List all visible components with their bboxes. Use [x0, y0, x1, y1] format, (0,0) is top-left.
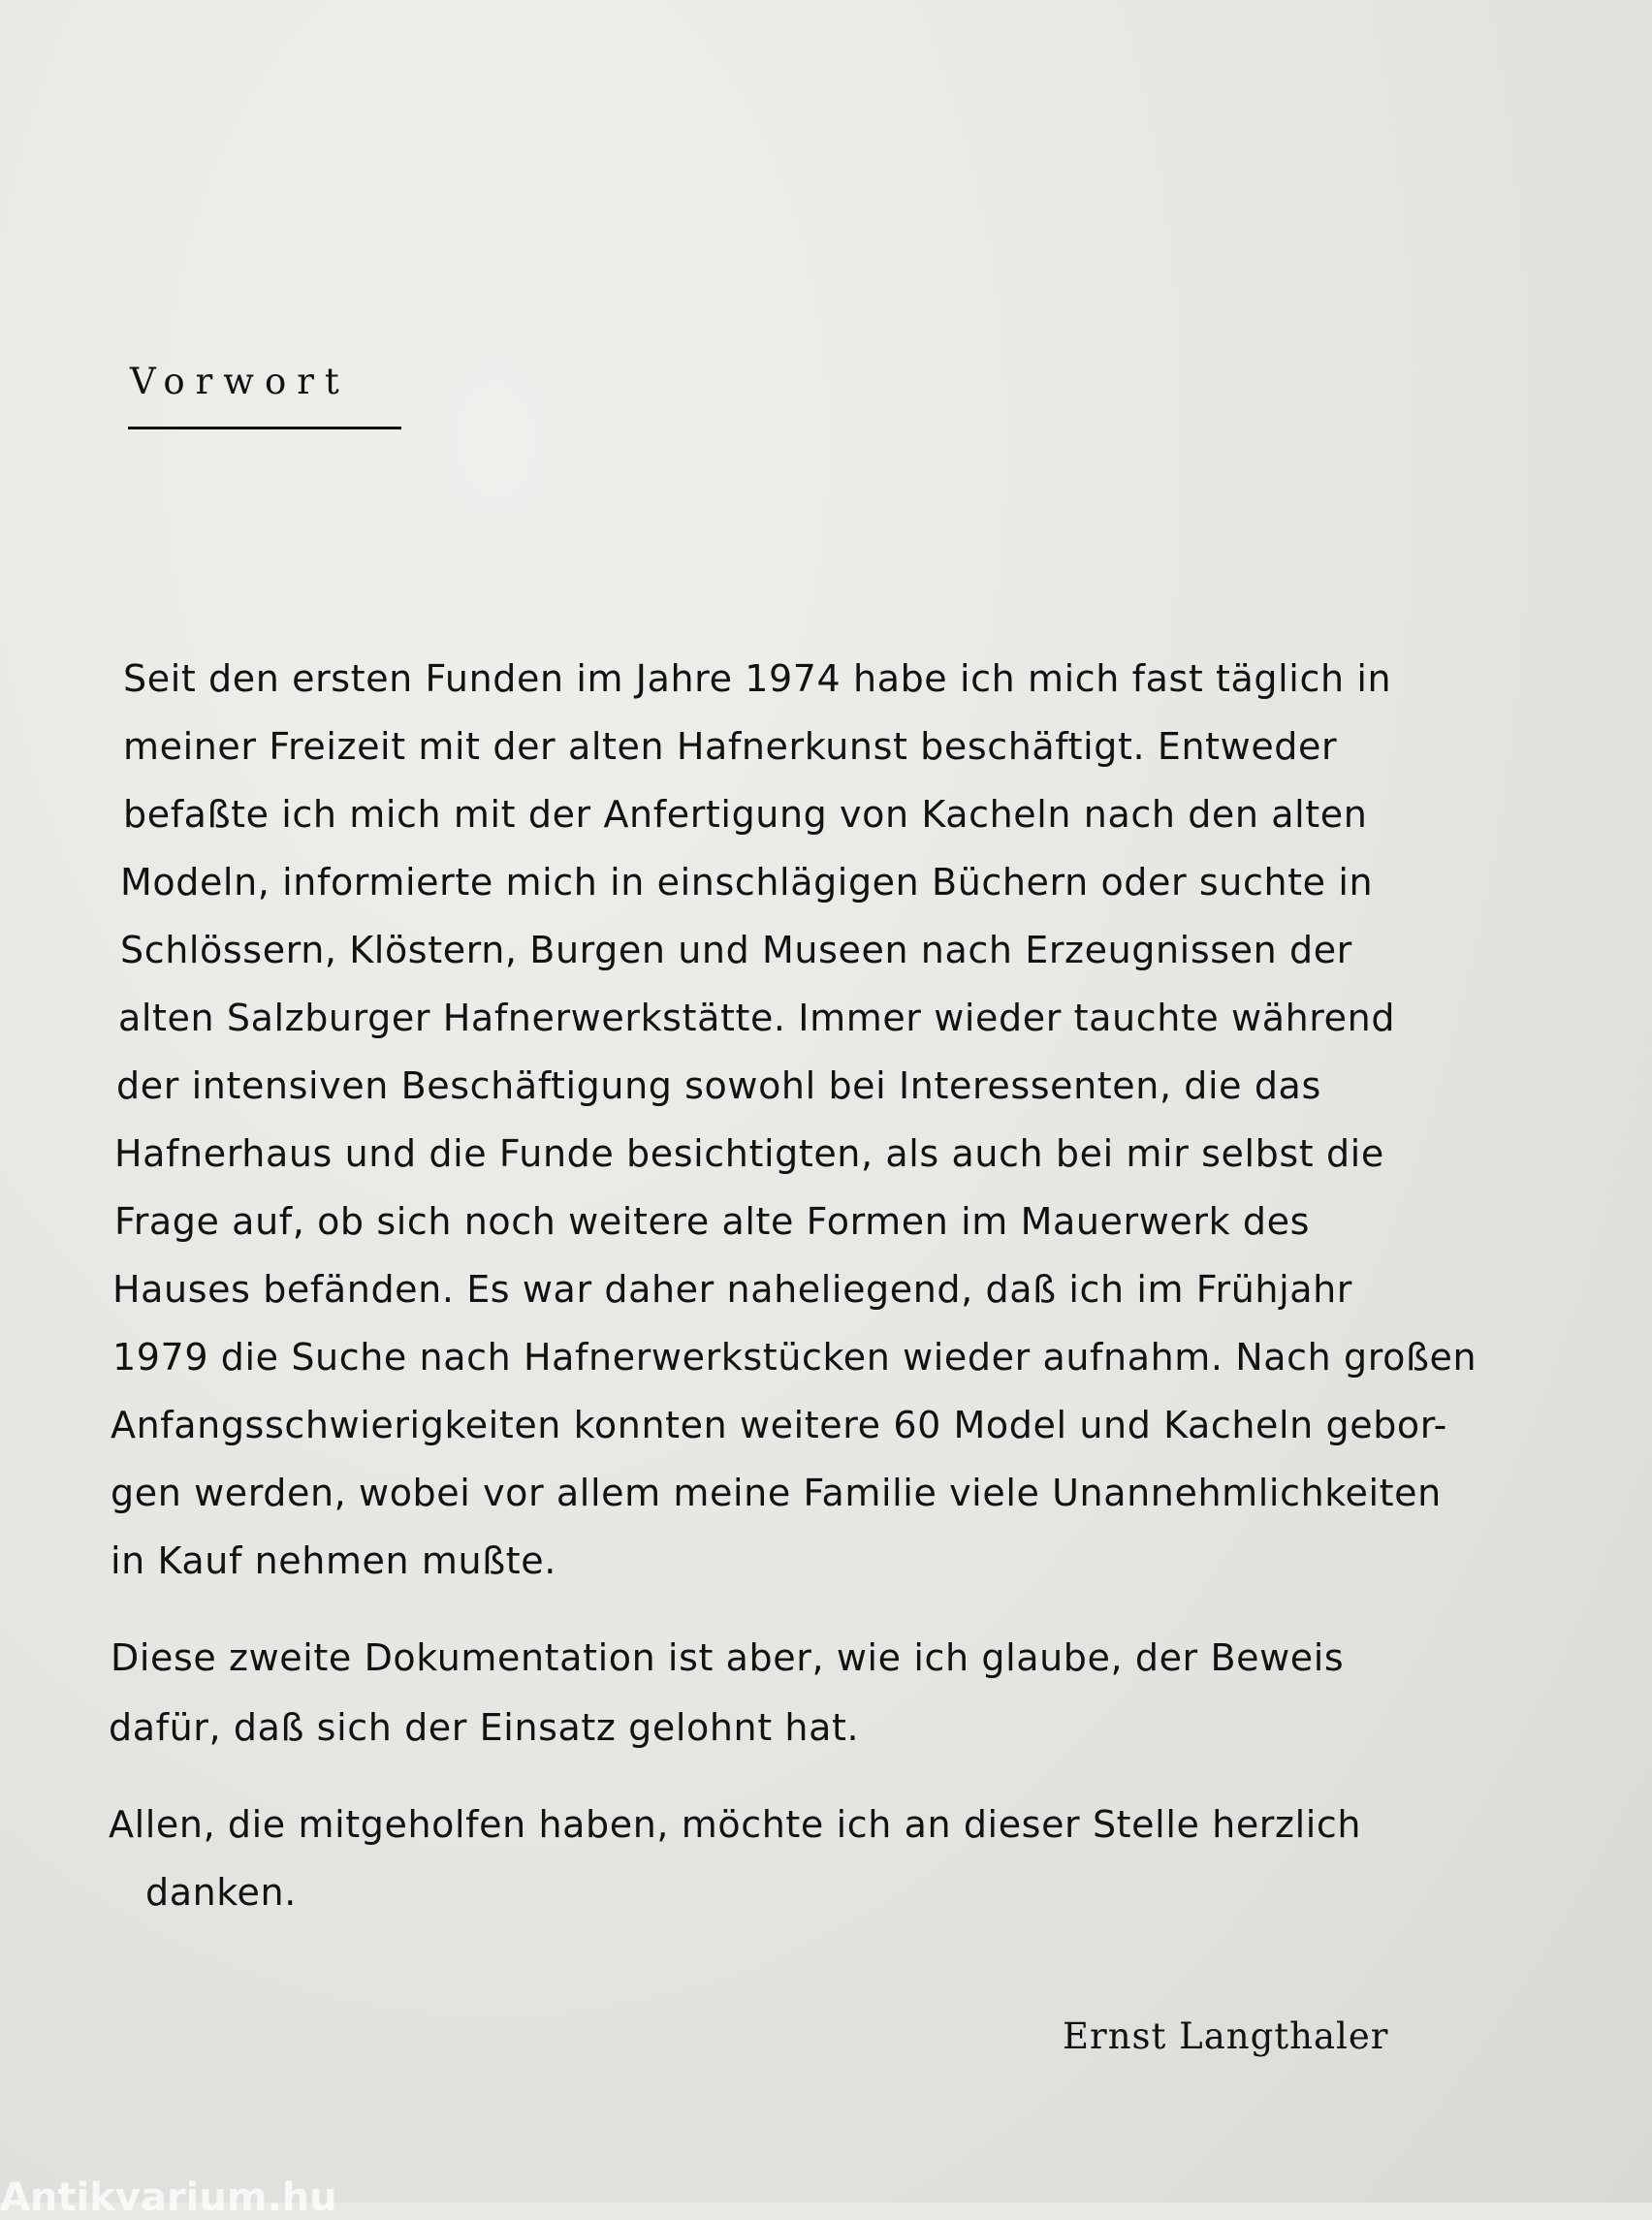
text-line: meiner Freizeit mit der alten Hafnerkunst beschäftigt. Entweder: [123, 725, 1338, 768]
author-signature: Ernst Langthaler: [1063, 2015, 1389, 2057]
text-line: Frage auf, ob sich noch weitere alte Formen im Mauerwerk des: [114, 1200, 1311, 1243]
text-line: in Kauf nehmen mußte.: [111, 1539, 556, 1582]
text-line: gen werden, wobei vor allem meine Familie viele Unannehmlichkeiten: [111, 1472, 1442, 1514]
text-line: Schlössern, Klöstern, Burgen und Museen nach Erzeugnissen der: [120, 929, 1352, 971]
title-underline: [128, 427, 401, 429]
text-line: Seit den ersten Funden im Jahre 1974 habe ich mich fast täglich in: [123, 657, 1392, 700]
text-line: Modeln, informierte mich in einschlägigen Büchern oder suchte in: [120, 861, 1374, 904]
text-line: alten Salzburger Hafnerwerkstätte. Immer wieder tauchte während: [118, 997, 1396, 1039]
text-line: Diese zweite Dokumentation ist aber, wie ich glaube, der Beweis: [111, 1636, 1345, 1679]
text-line: der intensiven Beschäftigung sowohl bei Interessenten, die das: [116, 1064, 1321, 1107]
text-line: dafür, daß sich der Einsatz gelohnt hat.: [109, 1706, 860, 1749]
text-line: Anfangsschwierigkeiten konnten weitere 60 Model und Kacheln gebor-: [111, 1404, 1447, 1446]
text-line: danken.: [145, 1871, 297, 1914]
text-line: 1979 die Suche nach Hafnerwerkstücken wieder aufnahm. Nach großen: [112, 1336, 1477, 1379]
text-line: Allen, die mitgeholfen haben, möchte ich an dieser Stelle herzlich: [109, 1803, 1362, 1846]
text-line: befaßte ich mich mit der Anfertigung von Kacheln nach den alten: [123, 793, 1368, 836]
text-line: Hauses befänden. Es war daher naheliegend, daß ich im Frühjahr: [112, 1268, 1353, 1311]
page-title: Vorwort: [130, 361, 350, 402]
text-line: Hafnerhaus und die Funde besichtigten, als auch bei mir selbst die: [114, 1132, 1384, 1175]
watermark: Antikvarium.hu: [0, 2175, 337, 2220]
